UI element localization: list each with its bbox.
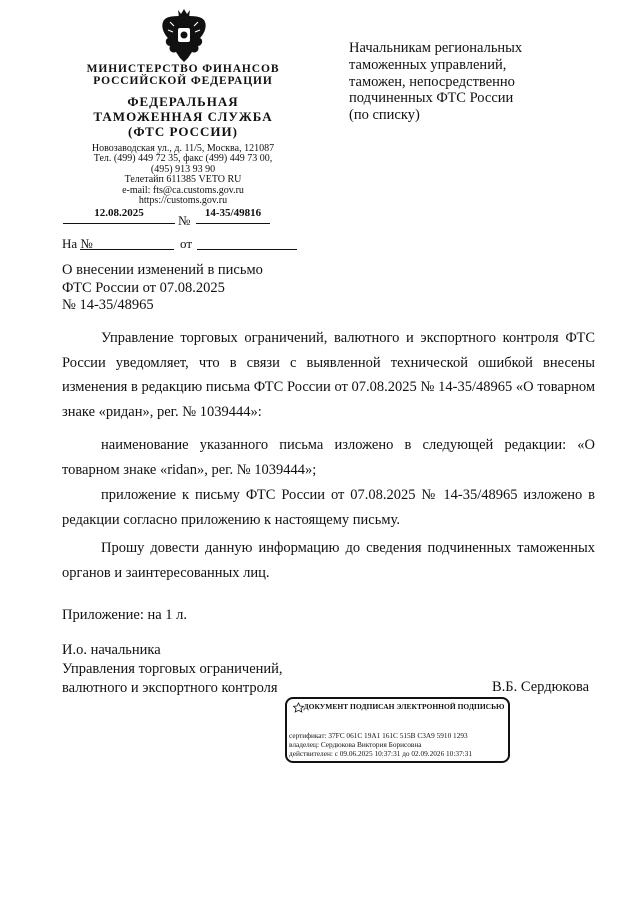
signer-title-line: И.о. начальника — [62, 642, 161, 658]
stamp-validity: действителен: с 09.06.2025 10:37:31 до 02.09.2026 10:37:31 — [289, 749, 472, 758]
addressee-line: подчиненных ФТС России — [349, 90, 514, 107]
registration-number-label: № — [178, 213, 191, 228]
reference-number-label: На № — [62, 236, 93, 251]
ministry-line-2: РОССИЙСКОЙ ФЕДЕРАЦИИ — [93, 75, 273, 87]
addressee-line: таможенных управлений, — [349, 56, 507, 73]
service-line-1: ФЕДЕРАЛЬНАЯ — [127, 94, 239, 109]
signer-title — [62, 641, 283, 698]
registration-date-line — [63, 223, 175, 224]
ministry-name — [60, 63, 306, 87]
addressee-line: (по списку) — [349, 107, 420, 124]
electronic-signature-stamp — [285, 697, 510, 763]
stamp-owner: владелец: Сердюкова Виктория Борисовна — [289, 740, 422, 749]
subject-line: № 14-35/48965 — [62, 297, 154, 313]
contact-phone: Тел. (499) 449 72 35, факс (499) 449 73 00, — [93, 153, 273, 165]
addressee-line: Начальникам региональных — [349, 40, 523, 56]
registration-number: 14-35/49816 — [204, 207, 262, 219]
subject-line: О внесении изменений в письмо — [62, 262, 263, 278]
signer-name: В.Б. Сердюкова — [492, 679, 590, 695]
body-paragraph-attachment-change: приложение к письму ФТС России от 07.08.2025 № 14-35/48965 изложено в редакции согласно приложению к настоящему письму. — [62, 487, 595, 528]
contact-teletype: Телетайп 611385 VETO RU — [124, 174, 242, 186]
attachment-note: Приложение: на 1 л. — [62, 607, 188, 623]
subject-line: ФТС России от 07.08.2025 — [62, 279, 225, 296]
body-paragraph-request: Прошу довести данную информацию до сведения подчиненных таможенных органов и заинтересованных лиц. — [62, 540, 595, 581]
contact-address: Новозаводская ул., д. 11/5, Москва, 121087 — [91, 143, 275, 154]
reference-date-line — [197, 249, 297, 250]
body-paragraph-notice: Управление торговых ограничений, валютного и экспортного контроля ФТС России уведомляет, что в связи с выявленной технической ошибкой внесены изменения в редакцию письма ФТС России от 07.08.2025 № 14-35/48965 «О товарном знаке «ридан», рег. № 1039444»: — [62, 330, 595, 420]
signer-title-line: валютного и экспортного контроля — [62, 680, 278, 696]
registration-number-line — [196, 223, 270, 224]
service-line-3: (ФТС РОССИИ) — [128, 124, 238, 139]
ministry-line-1: МИНИСТЕРСТВО ФИНАНСОВ — [86, 63, 280, 75]
letter-subject — [62, 262, 263, 315]
coat-of-arms-emblem-icon — [158, 8, 210, 64]
contact-details — [60, 144, 306, 206]
signer-title-line: Управления торговых ограничений, — [62, 661, 283, 677]
service-name — [60, 94, 306, 139]
stamp-certificate: сертификат: 37FC 061C 19A1 161C 515B C3A9 5910 1293 — [289, 731, 468, 740]
reference-number-line — [80, 249, 174, 250]
body-paragraph-title-change: наименование указанного письма изложено в следующей редакции: «О товарном знаке «ridan», рег. № 1039444»; — [62, 437, 595, 478]
contact-email: e-mail: fts@ca.customs.gov.ru — [122, 184, 244, 196]
contact-phone-2: (495) 913 93 90 — [150, 163, 216, 175]
addressee-line: таможен, непосредственно — [349, 73, 515, 90]
stamp-title: ДОКУМЕНТ ПОДПИСАН ЭЛЕКТРОННОЙ ПОДПИСЬЮ — [303, 702, 505, 711]
registration-date: 12.08.2025 — [94, 207, 144, 219]
contact-website: https://customs.gov.ru — [138, 195, 228, 207]
reference-date-label: от — [180, 236, 193, 251]
service-line-2: ТАМОЖЕННАЯ СЛУЖБА — [93, 109, 273, 124]
addressee-block — [349, 40, 609, 124]
